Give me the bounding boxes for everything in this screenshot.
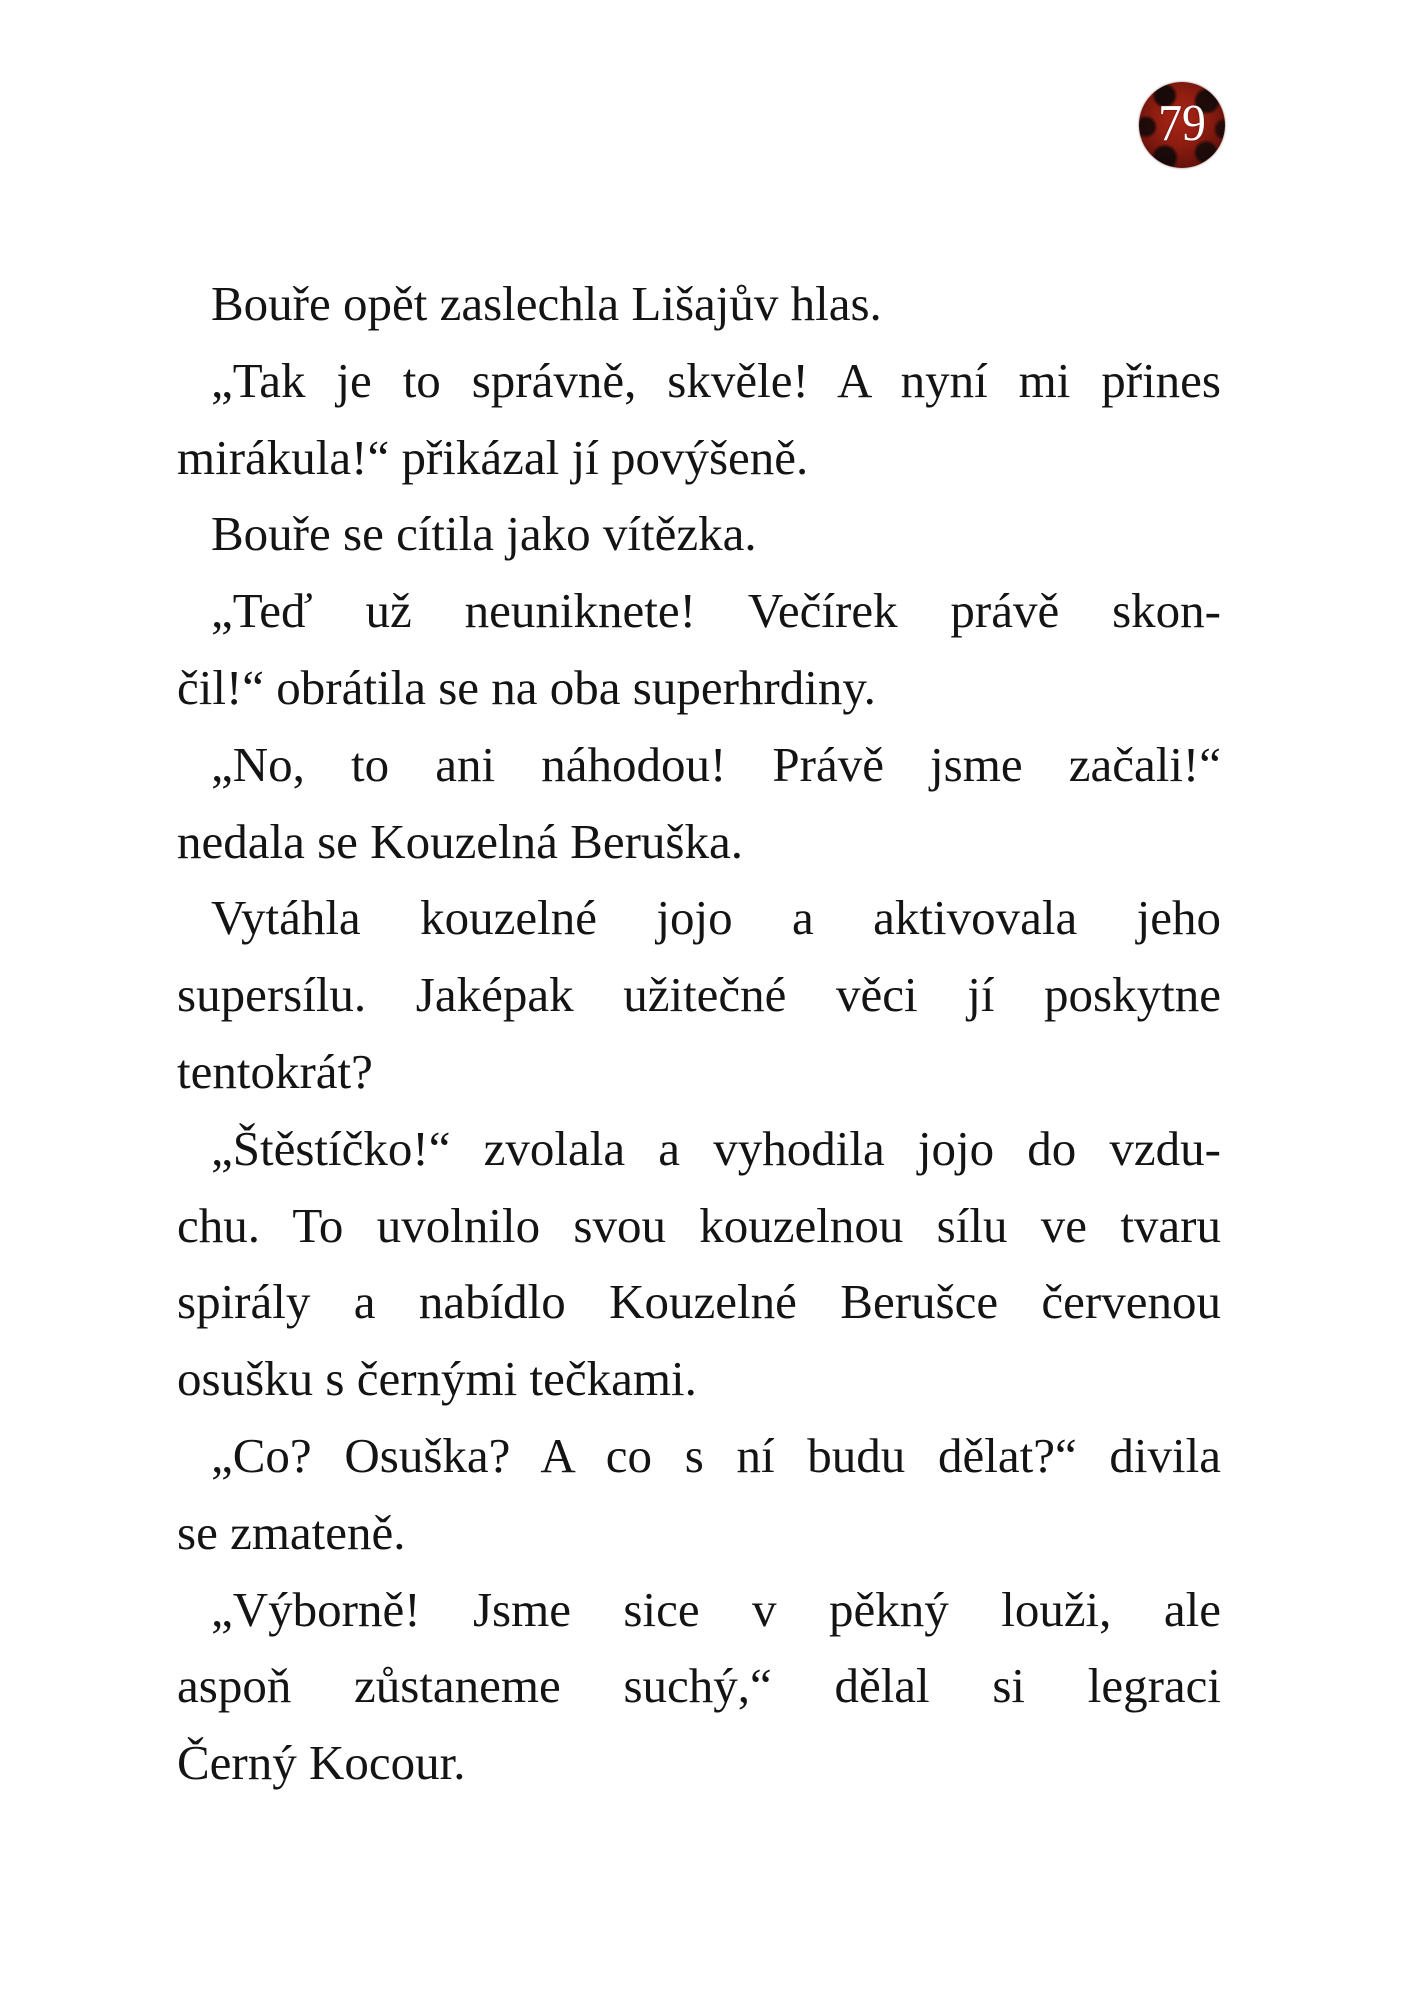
paragraph	[177, 1418, 1221, 1572]
text-line: „Teď už neuniknete! Večírek právě skon-	[211, 583, 1221, 639]
text-line: spirály a nabídlo Kouzelné Berušce červenou	[177, 1274, 1221, 1330]
text-line: osušku s černými tečkami.	[177, 1351, 697, 1407]
paragraph	[177, 573, 1221, 727]
paragraph	[177, 727, 1221, 881]
text-line: nedala se Kouzelná Beruška.	[177, 813, 743, 869]
paragraph	[177, 496, 1221, 573]
text-line: tentokrát?	[177, 1043, 373, 1099]
text-line: Vytáhla kouzelné jojo a aktivovala jeho	[211, 890, 1221, 946]
paragraph	[177, 343, 1221, 497]
page-number: 79	[1158, 95, 1206, 152]
text-line: Černý Kocour.	[177, 1735, 466, 1791]
paragraph	[177, 1111, 1221, 1418]
text-line: supersílu. Jaképak užitečné věci jí poskytne	[177, 967, 1221, 1023]
text-line: „Výborně! Jsme sice v pěkný louži, ale	[211, 1581, 1221, 1637]
text-line: „Tak je to správně, skvěle! A nyní mi přines	[211, 352, 1221, 408]
text-line: mirákula!“ přikázal jí povýšeně.	[177, 429, 809, 485]
paragraph	[177, 880, 1221, 1110]
text-block	[177, 266, 1221, 1802]
text-line: se zmateně.	[177, 1504, 406, 1560]
paragraph	[177, 266, 1221, 343]
text-line: Bouře se cítila jako vítězka.	[211, 506, 757, 562]
page-number-badge	[1139, 82, 1225, 168]
text-line: čil!“ obrátila se na oba superhrdiny.	[177, 659, 876, 715]
paragraph	[177, 1572, 1221, 1802]
text-line: „Co? Osuška? A co s ní budu dělat?“ divila	[211, 1427, 1221, 1483]
text-line: Bouře opět zaslechla Lišajův hlas.	[211, 276, 882, 331]
text-line: „Štěstíčko!“ zvolala a vyhodila jojo do vzdu-	[211, 1120, 1221, 1176]
text-line: „No, to ani náhodou! Právě jsme začali!“	[211, 736, 1221, 792]
text-line: aspoň zůstaneme suchý,“ dělal si legraci	[177, 1658, 1221, 1714]
text-line: chu. To uvolnilo svou kouzelnou sílu ve tvaru	[177, 1197, 1221, 1253]
